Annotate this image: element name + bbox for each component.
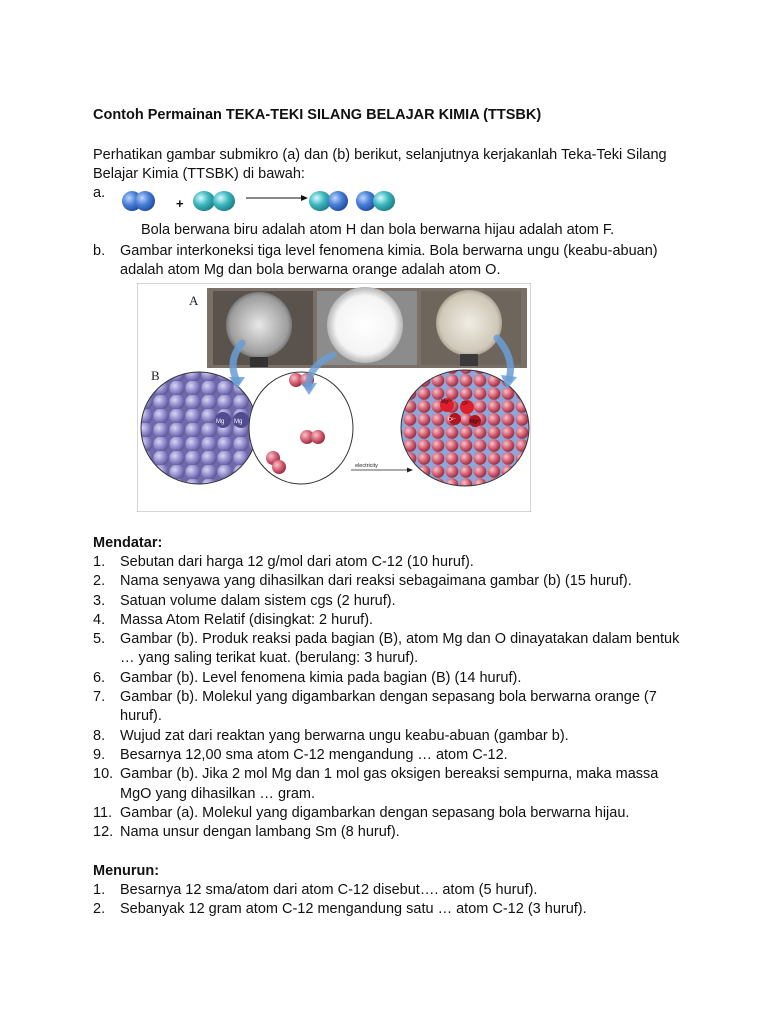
plus-sign: +	[176, 196, 184, 211]
ion-label-2: O²⁻	[462, 401, 471, 407]
intro-paragraph: Perhatikan gambar submikro (a) dan (b) berikut, selanjutnya kerjakanlah Teka-Teki Silang Belajar Kimia (TTSBK) di bawah:	[93, 147, 667, 182]
list-item: 6. Gambar (b). Level fenomena kimia pada bagian (B) (14 huruf).	[93, 669, 522, 686]
hf-molecule-2	[356, 191, 395, 211]
mendatar-heading: Mendatar:	[93, 535, 163, 551]
magnesium-lattice	[141, 372, 257, 484]
label-B: B	[151, 368, 160, 383]
ion-label-1: Mg²⁺	[441, 399, 453, 405]
ion-label-4: Mg²⁺	[470, 419, 482, 425]
mendatar-section	[93, 534, 693, 842]
magnesium-oxide-lattice	[401, 370, 529, 486]
list-item: 8. Wujud zat dari reaktan yang berwarna ungu keabu-abuan (gambar b).	[93, 727, 569, 744]
part-b-text: Gambar interkoneksi tiga level fenomena kimia. Bola berwarna ungu (keabu-abuan) adalah atom Mg dan bola berwarna orange adalah atom O.	[120, 243, 658, 278]
oxygen-gas	[249, 372, 353, 484]
list-item: 11. Gambar (a). Molekul yang digambarkan dengan sepasang bola berwarna hijau.	[93, 804, 630, 821]
menurun-heading: Menurun:	[93, 863, 160, 879]
list-item: 2. Sebanyak 12 gram atom C-12 mengandung satu … atom C-12 (3 huruf).	[93, 901, 587, 918]
list-item: 5. Gambar (b). Produk reaksi pada bagian (B), atom Mg dan O dinayatakan dalam bentuk … yang saling terikat kuat. (berulang: 3 huruf).	[93, 631, 680, 667]
list-item: 1. Besarnya 12 sma/atom dari atom C-12 disebut…. atom (5 huruf).	[93, 882, 538, 898]
list-item: 10. Gambar (b). Jika 2 mol Mg dan 1 mol gas oksigen bereaksi sempurna, maka massa MgO yang dihasilkan … gram.	[93, 766, 659, 802]
list-item: 2. Nama senyawa yang dihasilkan dari reaksi sebagaimana gambar (b) (15 huruf).	[93, 573, 632, 590]
ion-label-3: O²⁻	[448, 417, 457, 423]
label-A: A	[189, 293, 199, 308]
list-item: 4. Massa Atom Relatif (disingkat: 2 huruf).	[93, 611, 374, 628]
electricity-label: electricity	[355, 463, 378, 469]
mendatar-list	[93, 553, 693, 842]
part-b-label: b.	[93, 243, 106, 259]
reaction-arrow	[246, 195, 308, 201]
interconnection-figure-b	[137, 283, 531, 512]
list-item: 7. Gambar (b). Molekul yang digambarkan dengan sepasang bola berwarna orange (7 huruf).	[93, 689, 657, 725]
mg-label-1: Mg	[216, 419, 225, 425]
list-item: 12. Nama unsur dengan lambang Sm (8 huruf).	[93, 824, 400, 841]
reaction-figure-a	[118, 186, 400, 216]
h2-molecule	[122, 191, 155, 211]
page-title: Contoh Permainan TEKA-TEKI SILANG BELAJAR KIMIA (TTSBK)	[93, 107, 542, 123]
part-a-label: a.	[93, 185, 106, 201]
menurun-section	[93, 862, 693, 920]
mg-label-2: Mg	[234, 419, 243, 425]
list-item: 9. Besarnya 12,00 sma atom C-12 mengandung … atom C-12.	[93, 746, 508, 763]
hf-molecule-1	[309, 191, 348, 211]
list-item: 1. Sebutan dari harga 12 g/mol dari atom C-12 (10 huruf).	[93, 554, 474, 570]
part-a-description: Bola berwana biru adalah atom H dan bola berwarna hijau adalah atom F.	[141, 222, 615, 238]
list-item: 3. Satuan volume dalam sistem cgs (2 huruf).	[93, 592, 396, 609]
menurun-list	[93, 881, 693, 920]
f2-molecule	[193, 191, 235, 211]
